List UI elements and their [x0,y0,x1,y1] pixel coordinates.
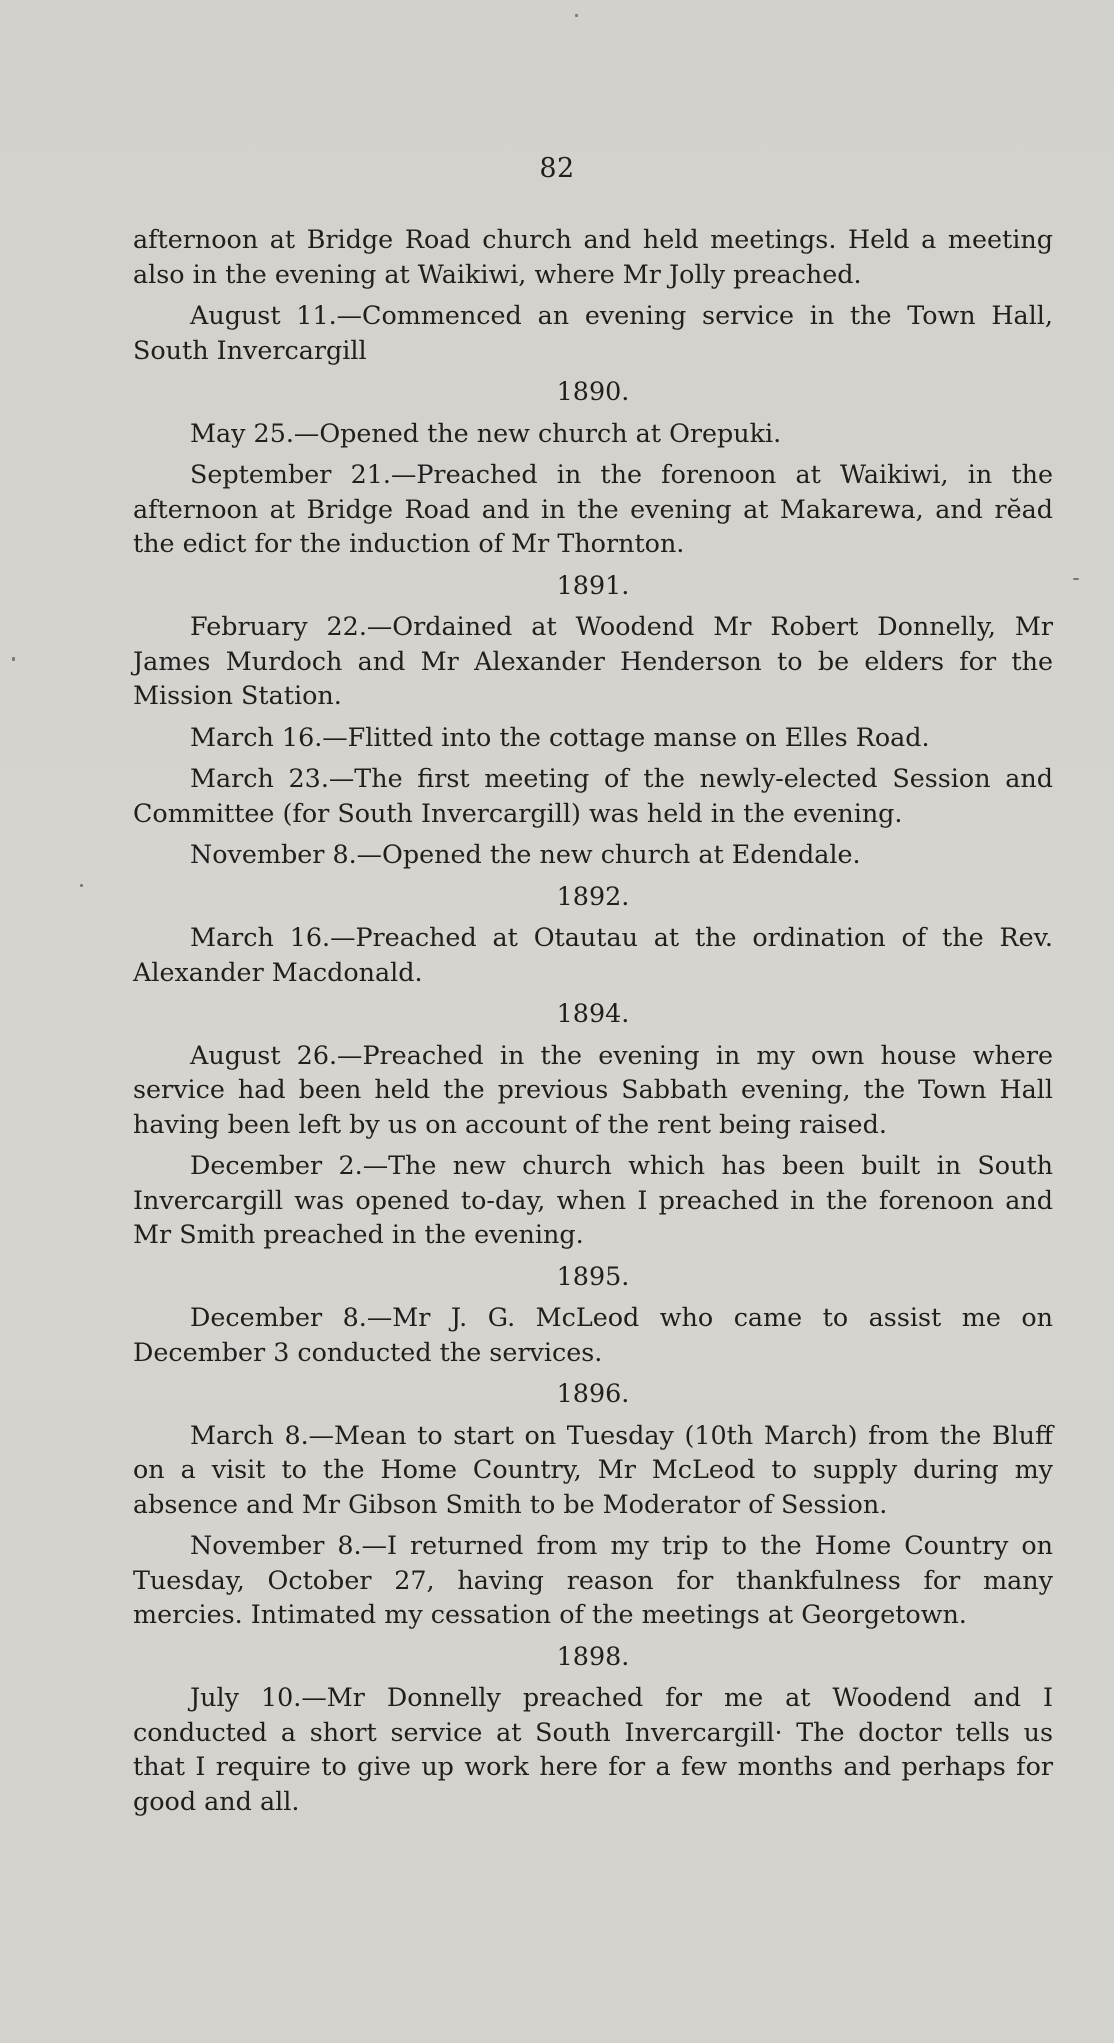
continued-paragraph: afternoon at Bridge Road church and held meetings. Held a meeting also in the evening at Waikiwi, where Mr Jolly preached. [133,224,1053,289]
diary-entry: November 8.—I returned from my trip to the Home Country on Tuesday, October 27, having reason for thankfulness for many mercies. Intimated my cessation of the meetings at Georgetown. [133,1530,1053,1629]
year-heading: 1892. [556,880,630,911]
scan-speck [12,657,15,661]
diary-entry: May 25.—Opened the new church at Orepuki. [190,417,782,448]
year-heading: 1898. [556,1640,630,1671]
diary-entry: February 22.—Ordained at Woodend Mr Robert Donnelly, Mr James Murdoch and Mr Alexander Henderson to be elders for the Mission Station. [133,611,1053,710]
diary-entry: July 10.—Mr Donnelly preached for me at Woodend and I conducted a short service at South Invercargill· The doctor tells us that I require to give up work here for a few months and perhaps for good and all. [133,1682,1053,1816]
scan-speck [80,884,83,887]
year-heading: 1896. [556,1378,630,1408]
scan-speck [575,14,578,17]
diary-entry: March 8.—Mean to start on Tuesday (10th March) from the Bluff on a visit to the Home Country, Mr McLeod to supply during my absence and Mr Gibson Smith to be Moderator of Session. [133,1419,1053,1519]
diary-entry: March 23.—The first meeting of the newly-elected Session and Committee (for South Invercargill) was held in the evening. [133,763,1053,828]
diary-entry: November 8.—Opened the new church at Edendale. [190,839,861,869]
diary-entry: March 16.—Preached at Otautau at the ordination of the Rev. Alexander Macdonald. [133,922,1053,987]
diary-entry: August 11.—Commenced an evening service in the Town Hall, South Invercargill [133,300,1053,365]
year-heading: 1894. [556,998,630,1028]
scan-speck [1073,578,1079,580]
year-heading: 1891. [556,569,630,600]
diary-entry: September 21.—Preached in the forenoon at Waikiwi, in the afternoon at Bridge Road and in the evening at Makarewa, and rĕad the edict for the induction of Mr Thornton. [133,459,1053,558]
diary-entry: December 8.—Mr J. G. McLeod who came to assist me on December 3 conducted the services. [133,1302,1053,1367]
year-heading: 1895. [556,1260,630,1291]
diary-entry: August 26.—Preached in the evening in my own house where service had been held the previous Sabbath evening, the Town Hall having been left by us on account of the rent being raised. [133,1039,1053,1139]
page-number: 82 [539,153,575,184]
year-heading: 1890. [556,376,630,406]
body-text [133,222,1053,1825]
diary-entry: March 16.—Flitted into the cottage manse on Elles Road. [190,721,930,752]
diary-entry: December 2.—The new church which has been built in South Invercargill was opened to-day, when I preached in the forenoon and Mr Smith preached in the evening. [133,1150,1053,1249]
